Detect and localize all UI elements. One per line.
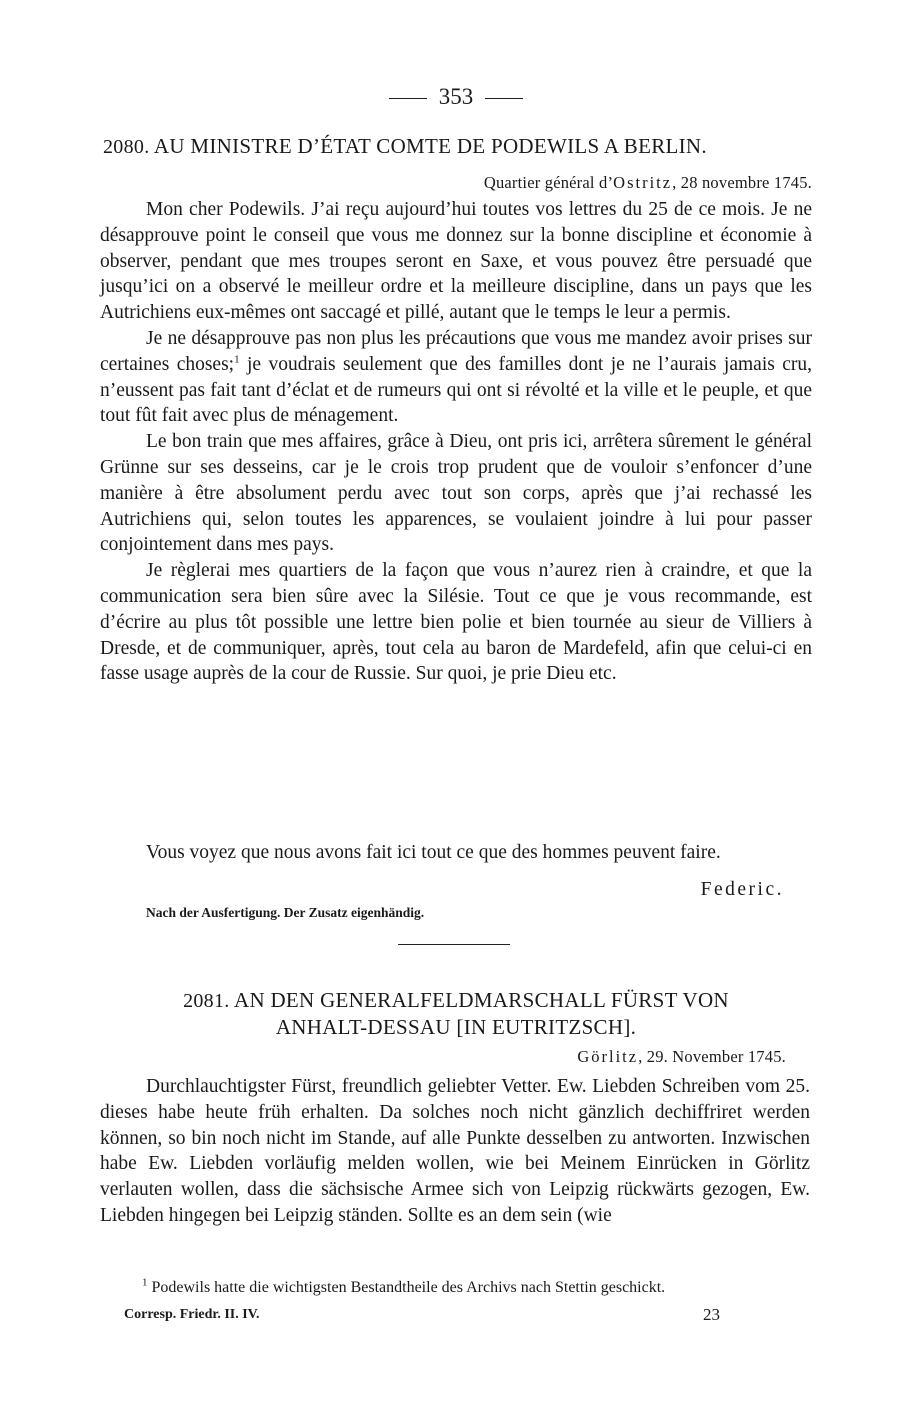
page-number: 353 — [438, 84, 474, 109]
section-separator — [398, 944, 510, 945]
postscript-text: Vous voyez que nous avons fait ici tout ce que des hommes peuvent faire. — [146, 842, 721, 863]
letter-2081-body — [100, 1074, 810, 1229]
footnote-text: Podewils hatte die wichtigsten Bestandtheile des Archivs nach Stettin geschickt. — [151, 1279, 666, 1296]
letter-2080-heading — [100, 133, 812, 160]
letter-2081-heading — [100, 987, 812, 1040]
letter-2080-postscript — [100, 840, 812, 866]
letter-title-line-1: AN DEN GENERALFELDMARSCHALL FÜRST VON — [233, 988, 729, 1012]
footnote — [142, 1276, 666, 1297]
running-head — [100, 84, 812, 110]
paragraph: Je règlerai mes quartiers de la façon que vous n’aurez rien à craindre, et que la communication sera bien sûre avec la Silésie. Tout ce que je vous recommande, est d’écrire au plus tôt possible une lettre bien polie et bien tournée au sieur de Villiers à Dresde, et de communiquer, après, tout cela au baron de Mardefeld, afin que celui-ci en fasse usage auprès de la cour de Russie. Sur quoi, je prie Dieu etc. — [100, 560, 812, 685]
source-note: Nach der Ausfertigung. Der Zusatz eigenhändig. — [146, 905, 425, 920]
letter-title: AU MINISTRE D’ÉTAT COMTE DE PODEWILS A BERLIN. — [153, 134, 707, 158]
paragraph: Le bon train que mes affaires, grâce à Dieu, ont pris ici, arrêtera sûrement le général Grünne sur ses desseins, car je le crois trop prudent que de vouloir s’enfoncer d’une manière à être absolument perdu avec tout son corps, après que j’ai rechassé les Autrichiens qui, selon toutes les apparences, se voulaient joindre à lui pour passer conjointement dans mes pays. — [100, 431, 812, 556]
letter-title-line-2: ANHALT-DESSAU [IN EUTRITZSCH]. — [275, 1015, 637, 1039]
paragraph: Durchlauchtigster Fürst, freundlich geliebter Vetter. Ew. Liebden Schreiben vom 25. dieses habe heute früh erhalten. Da solches noch nicht gänzlich dechiffriret werden können, so bin noch nicht im Stande, auf alle Punkte desselben zu antworten. Inzwischen habe Ew. Liebden vorläufig melden wollen, wie bei Meinem Einrücken in Görlitz verlauten wollen, dass die sächsische Armee sich von Leipzig rückwärts gezogen, Ew. Liebden hingegen bei Leipzig ständen. Sollte es an dem sein (wie — [100, 1076, 810, 1226]
letter-2080-dateline — [484, 173, 812, 193]
dateline-date: , 29. November 1745. — [638, 1047, 786, 1066]
book-page — [100, 0, 812, 1404]
letter-number: 2081. — [183, 990, 230, 1012]
footnote-marker: 1 — [142, 1276, 148, 1289]
dateline-place: Görlitz — [577, 1047, 639, 1066]
footnote-ref: 1 — [234, 353, 240, 366]
letter-number: 2080. — [103, 136, 150, 158]
paragraph-part: je voudrais seulement que des familles dont je ne l’aurais jamais cru, n’eussent pas fait tant d’éclat et de rumeurs qui ont si révolté et la ville et le peuple, et que tout fût fait avec plus de ménagement. — [100, 353, 812, 427]
paragraph — [100, 326, 812, 429]
letter-2081-dateline — [577, 1047, 786, 1067]
signature: Federic. — [700, 879, 784, 900]
rule-left — [389, 98, 427, 99]
dateline-prefix: Quartier général d’ — [483, 173, 614, 192]
letter-2080-body — [100, 197, 812, 687]
heading-line-1 — [100, 987, 812, 1014]
paragraph-part: Je ne désapprouve pas non plus les précautions que vous me mandez avoir prises sur certaines choses; — [100, 327, 812, 375]
dateline-date: , 28 novembre 1745. — [672, 173, 812, 192]
signature-mark: 23 — [703, 1305, 720, 1324]
signature-line: Corresp. Friedr. II. IV. — [124, 1307, 260, 1322]
rule-right — [485, 98, 523, 99]
paragraph: Mon cher Podewils. J’ai reçu aujourd’hui toutes vos lettres du 25 de ce mois. Je ne désapprouve point le conseil que vous me donnez sur la bonne discipline et économie à observer, pendant que mes troupes seront en Saxe, et vous pouvez être persuadé que jusqu’ici on a observé le meilleur ordre et la meilleure discipline, dans un pays que les Autrichiens eux-mêmes ont saccagé et pillé, autant que le temps le leur a permis. — [100, 199, 812, 324]
dateline-place: Ostritz — [613, 173, 673, 192]
